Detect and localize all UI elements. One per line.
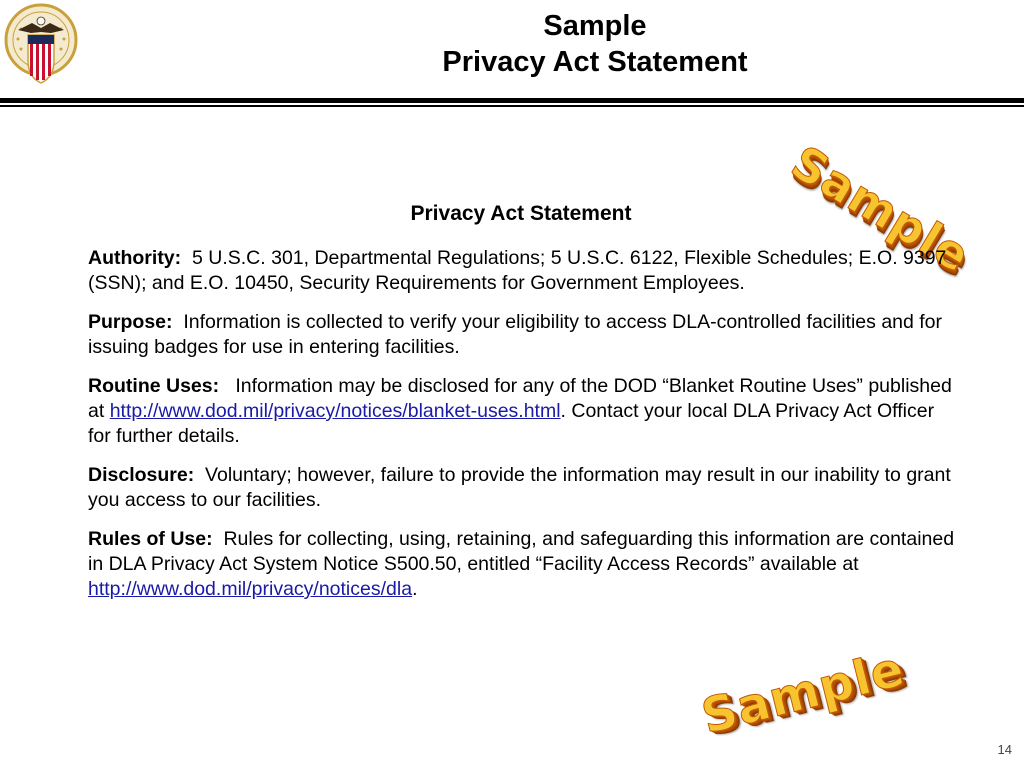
- routine-uses-paragraph: [88, 374, 958, 449]
- routine-uses-text-after: . Contact your local DLA Privacy Act Officer for further details.: [88, 400, 935, 447]
- disclosure-label: Disclosure:: [88, 464, 195, 486]
- routine-uses-text: Information may be disclosed for any of the DOD “Blanket Routine Uses” published at: [88, 375, 952, 422]
- slide-title-line-1: Sample: [543, 10, 647, 42]
- purpose-text: Information is collected to verify your eligibility to access DLA-controlled facilities and for issuing badges for use in entering facilities.: [88, 311, 943, 358]
- authority-paragraph: [88, 246, 958, 296]
- rules-of-use-paragraph: [88, 527, 958, 602]
- header-divider-thin: [0, 105, 1024, 107]
- sample-watermark-bottom: Sample: [696, 640, 911, 746]
- routine-uses-label: Routine Uses:: [88, 375, 220, 397]
- purpose-paragraph: [88, 310, 958, 360]
- rules-of-use-text: Rules for collecting, using, retaining, and safeguarding this information are contained in DLA Privacy Act System Notice S500.50, entitled “Facility Access Records” available at: [88, 528, 955, 575]
- privacy-statement-body: [88, 246, 958, 616]
- blanket-uses-link[interactable]: http://www.dod.mil/privacy/notices/blanket-uses.html: [109, 400, 561, 422]
- authority-label: Authority:: [88, 247, 182, 269]
- authority-text: 5 U.S.C. 301, Departmental Regulations; 5 U.S.C. 6122, Flexible Schedules; E.O. 9397 (SSN); and E.O. 10450, Security Requirements for Government Employees.: [88, 247, 947, 294]
- page-number: 14: [997, 742, 1012, 757]
- document-heading: Privacy Act Statement: [410, 202, 632, 225]
- header-divider-thick: [0, 98, 1024, 103]
- slide-title-line-2: Privacy Act Statement: [442, 46, 748, 78]
- disclosure-paragraph: [88, 463, 958, 513]
- purpose-label: Purpose:: [88, 311, 173, 333]
- rules-of-use-text-after: .: [412, 578, 418, 600]
- dla-notices-link[interactable]: http://www.dod.mil/privacy/notices/dla: [88, 578, 413, 600]
- sample-watermark-top: Sample: [782, 134, 980, 284]
- rules-of-use-label: Rules of Use:: [88, 528, 213, 550]
- slide-title: [0, 8, 1024, 80]
- disclosure-text: Voluntary; however, failure to provide the information may result in our inability to grant you access to our facilities.: [88, 464, 951, 511]
